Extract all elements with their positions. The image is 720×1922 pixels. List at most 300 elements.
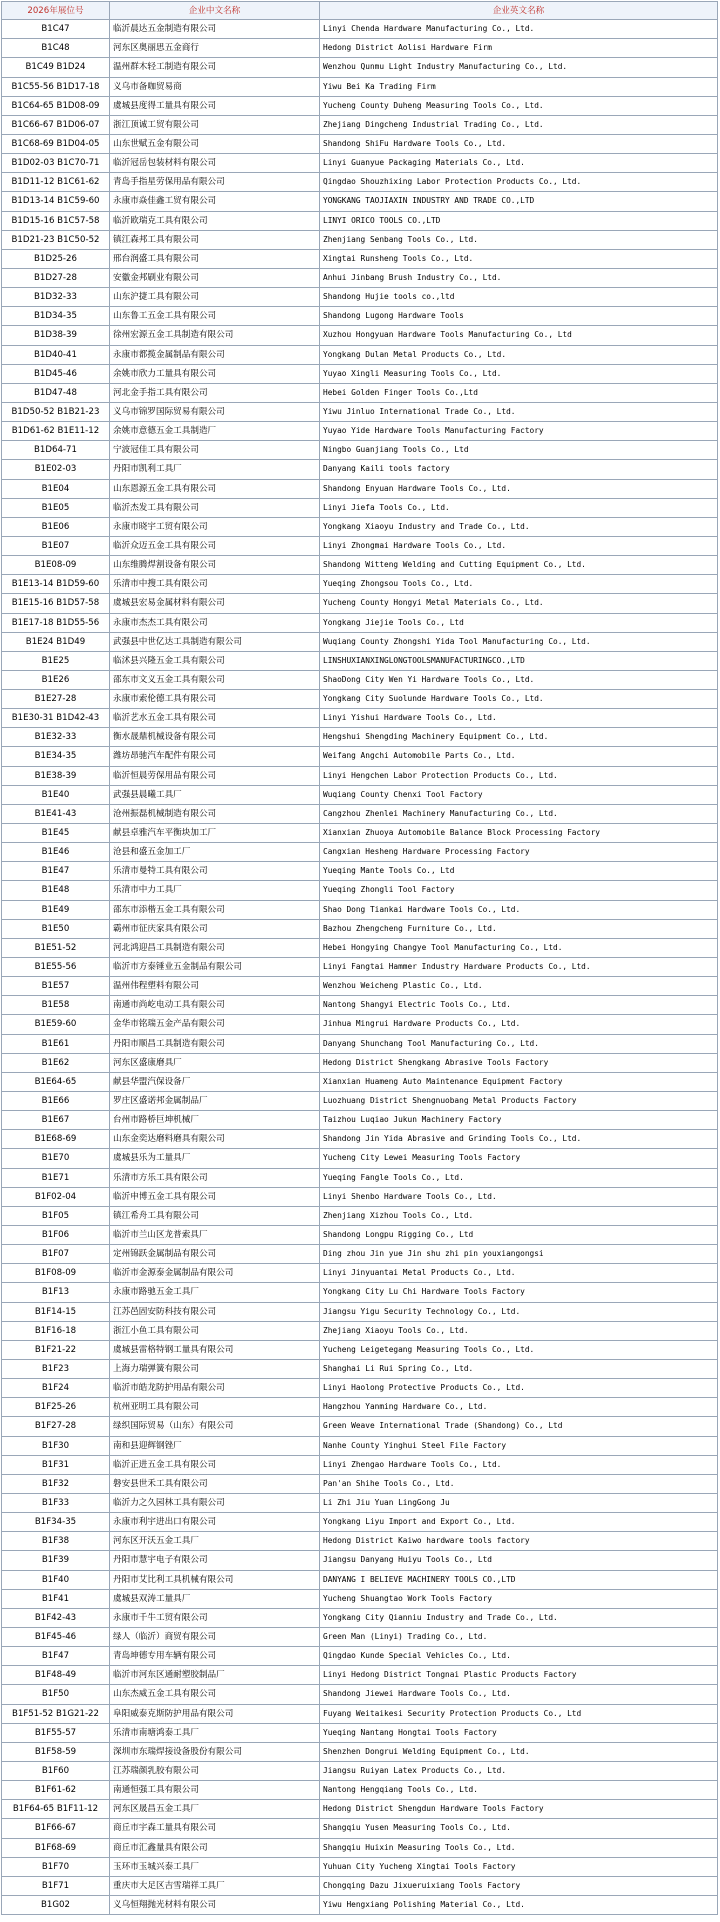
english-name-cell: Cangzhou Zhenlei Machinery Manufacturing Co., Ltd. (319, 805, 718, 823)
booth-number-cell: B1E27-28 (1, 690, 109, 708)
chinese-name-cell: 沧州振磊机械制造有限公司 (109, 805, 319, 823)
table-row (1, 805, 718, 824)
booth-number-cell: B1F41 (1, 1590, 109, 1608)
table-row (1, 1858, 718, 1877)
chinese-name-cell: 虞城县度得工量具有限公司 (109, 97, 319, 115)
booth-number-cell: B1F64-65 B1F11-12 (1, 1800, 109, 1818)
english-name-cell: Shandong Hujie tools co.,ltd (319, 288, 718, 306)
chinese-name-cell: 商丘市汇鑫量具有限公司 (109, 1839, 319, 1857)
english-name-cell: Linyi Chenda Hardware Manufacturing Co., Ltd. (319, 20, 718, 38)
english-name-cell: Yucheng City Lewei Measuring Tools Factory (319, 1149, 718, 1167)
table-row (1, 460, 718, 479)
booth-number-cell: B1F07 (1, 1245, 109, 1263)
english-name-cell: Linyi Zhengao Hardware Tools Co., Ltd. (319, 1456, 718, 1474)
chinese-name-cell: 南通恒强工具有限公司 (109, 1781, 319, 1799)
booth-number-cell: B1F21-22 (1, 1341, 109, 1359)
chinese-name-cell: 临沂市河东区通耐塑胶制品厂 (109, 1666, 319, 1684)
chinese-name-cell: 浙江顶诚工贸有限公司 (109, 116, 319, 134)
booth-number-cell: B1E71 (1, 1169, 109, 1187)
booth-number-cell: B1D47-48 (1, 384, 109, 402)
booth-number-cell: B1E49 (1, 901, 109, 919)
chinese-name-cell: 上海力瑞弹簧有限公司 (109, 1360, 319, 1378)
booth-number-cell: B1F47 (1, 1647, 109, 1665)
chinese-name-cell: 虞城县雷格特钢工量具有限公司 (109, 1341, 319, 1359)
chinese-name-cell: 青岛手指星劳保用品有限公司 (109, 173, 319, 191)
booth-number-cell: B1F38 (1, 1532, 109, 1550)
booth-number-cell: B1C55-56 B1D17-18 (1, 78, 109, 96)
table-row (1, 1743, 718, 1762)
booth-number-cell: B1E46 (1, 843, 109, 861)
booth-number-cell: B1G02 (1, 1896, 109, 1914)
english-name-cell: Linyi Yishui Hardware Tools Co., Ltd. (319, 709, 718, 727)
chinese-name-cell: 丹阳市艾比利工具机械有限公司 (109, 1571, 319, 1589)
table-row (1, 326, 718, 345)
chinese-name-cell: 潍坊昂驰汽车配件有限公司 (109, 747, 319, 765)
english-name-cell: Linyi Jinyuantai Metal Products Co., Ltd. (319, 1264, 718, 1282)
table-row (1, 365, 718, 384)
booth-number-cell: B1F68-69 (1, 1839, 109, 1857)
table-row (1, 1456, 718, 1475)
table-row (1, 747, 718, 766)
booth-number-cell: B1F31 (1, 1456, 109, 1474)
booth-number-cell: B1E34-35 (1, 747, 109, 765)
table-row (1, 1762, 718, 1781)
table-row (1, 154, 718, 173)
table-row (1, 1341, 718, 1360)
table-row (1, 958, 718, 977)
booth-number-cell: B1C48 (1, 39, 109, 57)
english-name-cell: Yongkang City Suolunde Hardware Tools Co., Ltd. (319, 690, 718, 708)
chinese-name-cell: 南通市尚屹电动工具有限公司 (109, 996, 319, 1014)
english-name-cell: Shanghai Li Rui Spring Co., Ltd. (319, 1360, 718, 1378)
booth-number-cell: B1F14-15 (1, 1303, 109, 1321)
table-row (1, 192, 718, 211)
english-name-cell: Jiangsu Danyang Huiyu Tools Co., Ltd (319, 1551, 718, 1569)
english-name-cell: Hedong District Shengdun Hardware Tools Factory (319, 1800, 718, 1818)
table-row (1, 422, 718, 441)
english-name-cell: Bazhou Zhengcheng Furniture Co., Ltd. (319, 920, 718, 938)
table-row (1, 671, 718, 690)
chinese-name-cell: 温州伟程塑料有限公司 (109, 977, 319, 995)
chinese-name-cell: 宁波冠佳工具有限公司 (109, 441, 319, 459)
chinese-name-cell: 丹阳市顺昌工具制造有限公司 (109, 1035, 319, 1053)
booth-number-cell: B1C49 B1D24 (1, 58, 109, 76)
booth-number-cell: B1C66-67 B1D06-07 (1, 116, 109, 134)
chinese-name-cell: 临沂杰发工具有限公司 (109, 499, 319, 517)
booth-number-cell: B1E57 (1, 977, 109, 995)
booth-number-cell: B1F39 (1, 1551, 109, 1569)
chinese-name-cell: 武强县晨曦工具厂 (109, 786, 319, 804)
table-row (1, 1590, 718, 1609)
chinese-name-cell: 乐清市中力工具厂 (109, 881, 319, 899)
booth-number-cell: B1E08-09 (1, 556, 109, 574)
english-name-cell: Jinhua Mingrui Hardware Products Co., Ltd. (319, 1015, 718, 1033)
table-row (1, 1628, 718, 1647)
table-row (1, 1494, 718, 1513)
english-name-cell: Yueqing Zhongli Tool Factory (319, 881, 718, 899)
chinese-name-cell: 临沂晨达五金制造有限公司 (109, 20, 319, 38)
chinese-name-cell: 永康市都揽金属制品有限公司 (109, 346, 319, 364)
english-name-cell: Weifang Angchi Automobile Parts Co., Ltd. (319, 747, 718, 765)
english-name-cell: Linyi Hedong District Tongnai Plastic Products Factory (319, 1666, 718, 1684)
table-row (1, 1666, 718, 1685)
table-row (1, 1111, 718, 1130)
english-name-cell: Yongkang Dulan Metal Products Co., Ltd. (319, 346, 718, 364)
table-row (1, 537, 718, 556)
booth-number-cell: B1E70 (1, 1149, 109, 1167)
table-row (1, 1245, 718, 1264)
table-row (1, 843, 718, 862)
table-row (1, 767, 718, 786)
english-name-cell: Linyi Fangtai Hammer Industry Hardware Products Co., Ltd. (319, 958, 718, 976)
english-name-cell: Hedong District Kaiwo hardware tools factory (319, 1532, 718, 1550)
english-name-cell: Green Weave International Trade (Shandong) Co., Ltd (319, 1417, 718, 1435)
booth-number-cell: B1E47 (1, 862, 109, 880)
english-name-cell: Yueqing Fangle Tools Co., Ltd. (319, 1169, 718, 1187)
english-name-cell: Yongkang Jiejie Tools Co., Ltd (319, 614, 718, 632)
booth-number-cell: B1F32 (1, 1475, 109, 1493)
chinese-name-cell: 临沂力之久园林工具有限公司 (109, 1494, 319, 1512)
table-row (1, 1169, 718, 1188)
table-row (1, 1551, 718, 1570)
english-name-cell: Yongkang Xiaoyu Industry and Trade Co., Ltd. (319, 518, 718, 536)
chinese-name-cell: 永康市焱佳鑫工贸有限公司 (109, 192, 319, 210)
booth-number-cell: B1F05 (1, 1207, 109, 1225)
chinese-name-cell: 临沂市方泰锤业五金制品有限公司 (109, 958, 319, 976)
table-row (1, 824, 718, 843)
booth-number-cell: B1E55-56 (1, 958, 109, 976)
booth-number-cell: B1F06 (1, 1226, 109, 1244)
chinese-name-cell: 临沂众迈五金工具有限公司 (109, 537, 319, 555)
chinese-name-cell: 余姚市欣力工量具有限公司 (109, 365, 319, 383)
table-row (1, 307, 718, 326)
english-name-cell: Shangqiu Huixin Measuring Tools Co., Ltd. (319, 1839, 718, 1857)
chinese-name-cell: 河东区奥丽思五金商行 (109, 39, 319, 57)
booth-number-cell: B1F58-59 (1, 1743, 109, 1761)
table-row (1, 633, 718, 652)
chinese-name-cell: 永康市杰杰工具有限公司 (109, 614, 319, 632)
table-row (1, 1073, 718, 1092)
chinese-name-cell: 山东金奕达磨料磨具有限公司 (109, 1130, 319, 1148)
booth-number-cell: B1E48 (1, 881, 109, 899)
table-row (1, 977, 718, 996)
chinese-name-cell: 永康市晓宇工贸有限公司 (109, 518, 319, 536)
booth-number-cell: B1E04 (1, 480, 109, 498)
english-name-cell: Yuhuan City Yucheng Xingtai Tools Factory (319, 1858, 718, 1876)
english-name-cell: Yiwu Jinluo International Trade Co., Ltd. (319, 403, 718, 421)
booth-number-cell: B1D25-26 (1, 250, 109, 268)
table-row (1, 173, 718, 192)
booth-number-cell: B1D02-03 B1C70-71 (1, 154, 109, 172)
chinese-name-cell: 永康市索伦德工具有限公司 (109, 690, 319, 708)
table-row (1, 1609, 718, 1628)
table-row (1, 652, 718, 671)
table-row (1, 996, 718, 1015)
booth-number-cell: B1E17-18 B1D55-56 (1, 614, 109, 632)
chinese-name-cell: 临沂市兰山区龙普索具厂 (109, 1226, 319, 1244)
english-name-cell: Yiwu Bei Ka Trading Firm (319, 78, 718, 96)
english-name-cell: Wuqiang County Chenxi Tool Factory (319, 786, 718, 804)
english-name-cell: Yongkang Liyu Import and Export Co., Ltd. (319, 1513, 718, 1531)
english-name-cell: Fuyang Weitaikesi Security Protection Products Co., Ltd (319, 1705, 718, 1723)
chinese-name-cell: 河东区盛康磨具厂 (109, 1054, 319, 1072)
chinese-name-cell: 台州市路桥巨坤机械厂 (109, 1111, 319, 1129)
booth-number-cell: B1F61-62 (1, 1781, 109, 1799)
chinese-name-cell: 永康市千牛工贸有限公司 (109, 1609, 319, 1627)
table-row (1, 1379, 718, 1398)
chinese-name-cell: 义乌市备咖贸易商 (109, 78, 319, 96)
table-row (1, 1264, 718, 1283)
chinese-name-cell: 义乌恒翔抛光材料有限公司 (109, 1896, 319, 1914)
booth-number-cell: B1E13-14 B1D59-60 (1, 575, 109, 593)
table-row (1, 1035, 718, 1054)
booth-number-cell: B1F48-49 (1, 1666, 109, 1684)
table-row (1, 1781, 718, 1800)
english-name-cell: Linyi Haolong Protective Products Co., Ltd. (319, 1379, 718, 1397)
booth-number-cell: B1D64-71 (1, 441, 109, 459)
english-name-cell: Hedong District Shengkang Abrasive Tools Factory (319, 1054, 718, 1072)
english-name-cell: Cangxian Hesheng Hardware Processing Factory (319, 843, 718, 861)
english-name-cell: Taizhou Luqiao Jukun Machinery Factory (319, 1111, 718, 1129)
english-name-cell: Jiangsu Yigu Security Technology Co., Ltd. (319, 1303, 718, 1321)
chinese-name-cell: 临沂市金源泰金属制品有限公司 (109, 1264, 319, 1282)
booth-number-cell: B1E15-16 B1D57-58 (1, 594, 109, 612)
english-name-cell: Yongkang City Lu Chi Hardware Tools Factory (319, 1283, 718, 1301)
english-name-cell: Yuyao Xingli Measuring Tools Co., Ltd. (319, 365, 718, 383)
english-name-cell: Shandong Enyuan Hardware Tools Co., Ltd. (319, 480, 718, 498)
english-name-cell: Ningbo Guanjiang Tools Co., Ltd (319, 441, 718, 459)
table-row (1, 518, 718, 537)
booth-number-cell: B1C47 (1, 20, 109, 38)
table-body (1, 20, 718, 1915)
table-row (1, 269, 718, 288)
english-name-cell: Danyang Kaili tools factory (319, 460, 718, 478)
chinese-name-cell: 温州群木轻工制造有限公司 (109, 58, 319, 76)
booth-number-cell: B1E61 (1, 1035, 109, 1053)
english-name-cell: Nantong Shangyi Electric Tools Co., Ltd. (319, 996, 718, 1014)
english-name-cell: Danyang Shunchang Tool Manufacturing Co., Ltd. (319, 1035, 718, 1053)
english-name-cell: Xingtai Runsheng Tools Co., Ltd. (319, 250, 718, 268)
english-name-cell: Yongkang City Qianniu Industry and Trade Co., Ltd. (319, 1609, 718, 1627)
english-name-cell: Yucheng Shuangtao Work Tools Factory (319, 1590, 718, 1608)
english-name-cell: Hangzhou Yanming Hardware Co., Ltd. (319, 1398, 718, 1416)
booth-number-cell: B1E40 (1, 786, 109, 804)
english-name-cell: Yueqing Nantang Hongtai Tools Factory (319, 1724, 718, 1742)
table-row (1, 594, 718, 613)
table-row (1, 441, 718, 460)
table-row (1, 1188, 718, 1207)
english-name-cell: Shao Dong Tiankai Hardware Tools Co., Ltd. (319, 901, 718, 919)
booth-number-cell: B1E45 (1, 824, 109, 842)
table-row (1, 1724, 718, 1743)
english-name-cell: Wuqiang County Zhongshi Yida Tool Manufacturing Co., Ltd. (319, 633, 718, 651)
chinese-name-cell: 河东区开沃五金工具厂 (109, 1532, 319, 1550)
booth-number-cell: B1E59-60 (1, 1015, 109, 1033)
english-name-cell: Qingdao Shouzhixing Labor Protection Products Co., Ltd. (319, 173, 718, 191)
booth-number-cell: B1D61-62 B1E11-12 (1, 422, 109, 440)
chinese-name-cell: 镇江森邦工具有限公司 (109, 231, 319, 249)
english-name-cell: Linyi Zhongmai Hardware Tools Co., Ltd. (319, 537, 718, 555)
english-name-cell: Shenzhen Dongrui Welding Equipment Co., Ltd. (319, 1743, 718, 1761)
chinese-name-cell: 徐州宏源五金工具制造有限公司 (109, 326, 319, 344)
chinese-name-cell: 永康市利宇进出口有限公司 (109, 1513, 319, 1531)
booth-number-cell: B1E64-65 (1, 1073, 109, 1091)
english-name-cell: Shandong Witteng Welding and Cutting Equipment Co., Ltd. (319, 556, 718, 574)
chinese-name-cell: 乐清市方乐工具有限公司 (109, 1169, 319, 1187)
chinese-name-cell: 虞城县乐为工量具厂 (109, 1149, 319, 1167)
table-row (1, 212, 718, 231)
chinese-name-cell: 沧县和盛五金加工厂 (109, 843, 319, 861)
english-name-cell: Anhui Jinbang Brush Industry Co., Ltd. (319, 269, 718, 287)
chinese-name-cell: 山东世赋五金有限公司 (109, 135, 319, 153)
chinese-name-cell: 临沂正进五金工具有限公司 (109, 1456, 319, 1474)
table-row (1, 1283, 718, 1302)
table-row (1, 1571, 718, 1590)
booth-number-cell: B1F34-35 (1, 1513, 109, 1531)
english-name-cell: Ding zhou Jin yue Jin shu zhi pin youxiangongsi (319, 1245, 718, 1263)
table-row (1, 480, 718, 499)
table-row (1, 690, 718, 709)
chinese-name-cell: 河东区晟昌五金工具厂 (109, 1800, 319, 1818)
english-name-cell: LINYI ORICO TOOLS CO.,LTD (319, 212, 718, 230)
table-row (1, 231, 718, 250)
booth-number-cell: B1D38-39 (1, 326, 109, 344)
chinese-name-cell: 山东杰威五金工具有限公司 (109, 1685, 319, 1703)
chinese-name-cell: 临沂冠岳包装材料有限公司 (109, 154, 319, 172)
table-row (1, 1705, 718, 1724)
booth-number-cell: B1E26 (1, 671, 109, 689)
chinese-name-cell: 罗庄区盛诺邦金属制品厂 (109, 1092, 319, 1110)
chinese-name-cell: 衡水晟鼎机械设备有限公司 (109, 728, 319, 746)
english-name-cell: Yucheng County Hongyi Metal Materials Co., Ltd. (319, 594, 718, 612)
booth-number-cell: B1E51-52 (1, 939, 109, 957)
english-name-cell: Yucheng Leigetegang Measuring Tools Co., Ltd. (319, 1341, 718, 1359)
chinese-name-cell: 临沂市皓龙防护用品有限公司 (109, 1379, 319, 1397)
table-row (1, 939, 718, 958)
booth-number-cell: B1F30 (1, 1437, 109, 1455)
table-row (1, 1303, 718, 1322)
english-name-cell: Shandong Lugong Hardware Tools (319, 307, 718, 325)
chinese-name-cell: 永康市路驰五金工具厂 (109, 1283, 319, 1301)
table-row (1, 1513, 718, 1532)
english-name-cell: Shandong Jin Yida Abrasive and Grinding Tools Co., Ltd. (319, 1130, 718, 1148)
english-name-cell: Shangqiu Yusen Measuring Tools Co., Ltd. (319, 1819, 718, 1837)
table-row (1, 786, 718, 805)
chinese-name-cell: 邵东市文义五金工具有限公司 (109, 671, 319, 689)
table-row (1, 1417, 718, 1436)
table-row (1, 1647, 718, 1666)
english-name-cell: Zhenjiang Xizhou Tools Co., Ltd. (319, 1207, 718, 1225)
booth-number-cell: B1D32-33 (1, 288, 109, 306)
table-row (1, 1896, 718, 1915)
booth-number-cell: B1F42-43 (1, 1609, 109, 1627)
chinese-name-cell: 余姚市意德五金工具制造厂 (109, 422, 319, 440)
english-name-cell: Linyi Shenbo Hardware Tools Co., Ltd. (319, 1188, 718, 1206)
english-name-cell: Zhejiang Xiaoyu Tools Co., Ltd. (319, 1322, 718, 1340)
table-row (1, 20, 718, 39)
table-row (1, 39, 718, 58)
chinese-name-cell: 丹阳市慧宇电子有限公司 (109, 1551, 319, 1569)
booth-number-cell: B1C64-65 B1D08-09 (1, 97, 109, 115)
booth-number-cell: B1F02-04 (1, 1188, 109, 1206)
table-row (1, 499, 718, 518)
english-name-cell: Luozhuang District Shengnuobang Metal Products Factory (319, 1092, 718, 1110)
booth-number-cell: B1D50-52 B1B21-23 (1, 403, 109, 421)
booth-number-cell: B1C68-69 B1D04-05 (1, 135, 109, 153)
table-row (1, 1226, 718, 1245)
booth-number-cell: B1F66-67 (1, 1819, 109, 1837)
booth-number-cell: B1F50 (1, 1685, 109, 1703)
english-name-cell: Linyi Jiefa Tools Co., Ltd. (319, 499, 718, 517)
english-name-cell: Nantong Hengqiang Tools Co., Ltd. (319, 1781, 718, 1799)
table-row (1, 384, 718, 403)
table-row (1, 901, 718, 920)
english-name-cell: Chongqing Dazu Jixueruixiang Tools Factory (319, 1877, 718, 1895)
chinese-name-cell: 义乌市锦罗国际贸易有限公司 (109, 403, 319, 421)
chinese-name-cell: 山东鲁工五金工具有限公司 (109, 307, 319, 325)
header-english-name: 企业英文名称 (319, 2, 718, 19)
booth-number-cell: B1E02-03 (1, 460, 109, 478)
chinese-name-cell: 临沂欧瑞克工具有限公司 (109, 212, 319, 230)
chinese-name-cell: 邵东市添楷五金工具有限公司 (109, 901, 319, 919)
table-row (1, 1839, 718, 1858)
chinese-name-cell: 乐清市中搜工具有限公司 (109, 575, 319, 593)
chinese-name-cell: 杭州亚明工具有限公司 (109, 1398, 319, 1416)
table-header-row (1, 1, 718, 20)
exhibitor-table (1, 1, 718, 1915)
english-name-cell: Xianxian Zhuoya Automobile Balance Block Processing Factory (319, 824, 718, 842)
booth-number-cell: B1F33 (1, 1494, 109, 1512)
table-row (1, 575, 718, 594)
chinese-name-cell: 临沂恒晨劳保用品有限公司 (109, 767, 319, 785)
english-name-cell: Yucheng County Duheng Measuring Tools Co., Ltd. (319, 97, 718, 115)
english-name-cell: Yuyao Yide Hardware Tools Manufacturing Factory (319, 422, 718, 440)
booth-number-cell: B1E25 (1, 652, 109, 670)
table-row (1, 1685, 718, 1704)
booth-number-cell: B1D15-16 B1C57-58 (1, 212, 109, 230)
table-row (1, 1092, 718, 1111)
booth-number-cell: B1D13-14 B1C59-60 (1, 192, 109, 210)
booth-number-cell: B1E38-39 (1, 767, 109, 785)
booth-number-cell: B1E32-33 (1, 728, 109, 746)
english-name-cell: Yueqing Mante Tools Co., Ltd (319, 862, 718, 880)
booth-number-cell: B1F55-57 (1, 1724, 109, 1742)
booth-number-cell: B1D34-35 (1, 307, 109, 325)
chinese-name-cell: 绿织国际贸易（山东）有限公司 (109, 1417, 319, 1435)
english-name-cell: Zhenjiang Senbang Tools Co., Ltd. (319, 231, 718, 249)
english-name-cell: YONGKANG TAOJIAXIN INDUSTRY AND TRADE CO.,LTD (319, 192, 718, 210)
booth-number-cell: B1E58 (1, 996, 109, 1014)
booth-number-cell: B1F51-52 B1G21-22 (1, 1705, 109, 1723)
table-row (1, 1437, 718, 1456)
booth-number-cell: B1F08-09 (1, 1264, 109, 1282)
booth-number-cell: B1D27-28 (1, 269, 109, 287)
chinese-name-cell: 阜阳威泰克斯防护用品有限公司 (109, 1705, 319, 1723)
english-name-cell: Jiangsu Ruiyan Latex Products Co., Ltd. (319, 1762, 718, 1780)
english-name-cell: Nanhe County Yinghui Steel File Factory (319, 1437, 718, 1455)
chinese-name-cell: 安徽金邦刷业有限公司 (109, 269, 319, 287)
english-name-cell: ShaoDong City Wen Yi Hardware Tools Co., Ltd. (319, 671, 718, 689)
english-name-cell: Shandong ShiFu Hardware Tools Co., Ltd. (319, 135, 718, 153)
chinese-name-cell: 献县卓雅汽车平衡块加工厂 (109, 824, 319, 842)
chinese-name-cell: 河北鸿迎昌工具制造有限公司 (109, 939, 319, 957)
chinese-name-cell: 玉环市玉城兴泰工具厂 (109, 1858, 319, 1876)
chinese-name-cell: 磐安县世禾工具有限公司 (109, 1475, 319, 1493)
chinese-name-cell: 虞城县双涛工量具厂 (109, 1590, 319, 1608)
english-name-cell: Linyi Hengchen Labor Protection Products Co., Ltd. (319, 767, 718, 785)
booth-number-cell: B1F60 (1, 1762, 109, 1780)
english-name-cell: Yiwu Hengxiang Polishing Material Co., Ltd. (319, 1896, 718, 1914)
